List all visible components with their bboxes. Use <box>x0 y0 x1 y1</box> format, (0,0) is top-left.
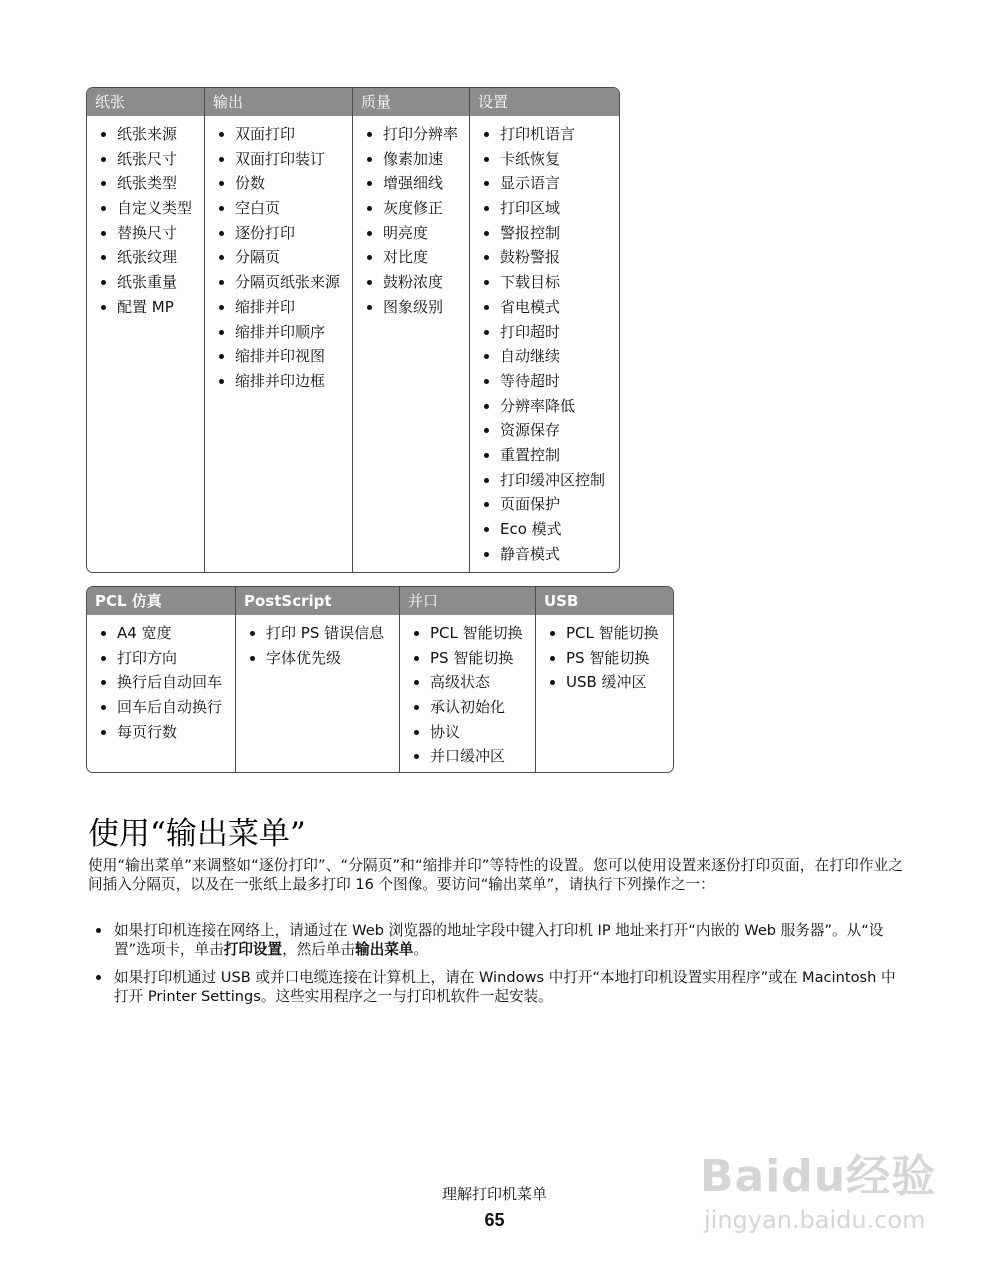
list-item: 打印 PS 错误信息 <box>236 621 399 646</box>
list-item: 打印机语言 <box>470 122 619 147</box>
list-item: 缩排并印视图 <box>205 344 352 369</box>
instruction-network <box>88 921 903 959</box>
list-item: 配置 MP <box>87 295 204 320</box>
list-item: 双面打印装订 <box>205 147 352 172</box>
list-item: 自定义类型 <box>87 196 204 221</box>
column-output <box>205 116 353 572</box>
list-postscript <box>236 621 399 670</box>
list-parallel <box>400 621 535 769</box>
list-item: 资源保存 <box>470 418 619 443</box>
list-item: 协议 <box>400 720 535 745</box>
list-item: 缩排并印 <box>205 295 352 320</box>
list-item: 打印区域 <box>470 196 619 221</box>
list-item: 分隔页 <box>205 245 352 270</box>
list-item: USB 缓冲区 <box>536 670 673 695</box>
list-item: 对比度 <box>353 245 469 270</box>
list-item: 回车后自动换行 <box>87 695 235 720</box>
list-item: PCL 智能切换 <box>536 621 673 646</box>
list-item: 替换尺寸 <box>87 221 204 246</box>
header-postscript: PostScript <box>236 587 400 615</box>
list-item: 份数 <box>205 171 352 196</box>
list-item: 逐份打印 <box>205 221 352 246</box>
instruction-text: ，然后单击 <box>282 941 356 958</box>
menu-table-2 <box>86 586 674 773</box>
watermark-url: jingyan.baidu.com <box>704 1206 926 1234</box>
table-body <box>87 116 619 572</box>
list-item: 打印缓冲区控制 <box>470 468 619 493</box>
list-item: 分隔页纸张来源 <box>205 270 352 295</box>
watermark-logo: Baidu经验 <box>700 1151 937 1202</box>
intro-paragraph: 使用“输出菜单”来调整如“逐份打印”、“分隔页”和“缩排并印”等特性的设置。您可以使用设置来逐份打印页面，在打印作业之间插入分隔页，以及在一张纸上最多打印 16 个图像。要访问“输出菜单”，请执行下列操作之一： <box>88 857 903 893</box>
instruction-text: 。 <box>413 941 429 958</box>
list-item: 明亮度 <box>353 221 469 246</box>
instruction-list <box>88 921 903 1015</box>
header-setup: 设置 <box>478 93 509 111</box>
list-item: 省电模式 <box>470 295 619 320</box>
list-item: 空白页 <box>205 196 352 221</box>
table-body <box>87 615 673 772</box>
column-postscript <box>236 615 400 772</box>
header-paper: 纸张 <box>87 88 205 116</box>
list-item: 打印方向 <box>87 646 235 671</box>
list-setup <box>470 122 619 566</box>
column-paper <box>87 116 205 572</box>
list-item: 鼓粉浓度 <box>353 270 469 295</box>
list-usb <box>536 621 673 695</box>
column-setup <box>470 116 619 572</box>
column-parallel <box>400 615 536 772</box>
list-item: 纸张纹理 <box>87 245 204 270</box>
list-item: 等待超时 <box>470 369 619 394</box>
list-item: 缩排并印边框 <box>205 369 352 394</box>
list-item: 重置控制 <box>470 443 619 468</box>
header-pcl: PCL 仿真 <box>87 587 236 615</box>
table-header-row <box>87 587 673 615</box>
list-item: 分辨率降低 <box>470 394 619 419</box>
list-item: Eco 模式 <box>470 517 619 542</box>
list-item: 高级状态 <box>400 670 535 695</box>
list-item: 灰度修正 <box>353 196 469 221</box>
list-item: 双面打印 <box>205 122 352 147</box>
list-item: 警报控制 <box>470 221 619 246</box>
menu-table-1 <box>86 87 620 573</box>
list-item: 像素加速 <box>353 147 469 172</box>
list-item: PS 智能切换 <box>536 646 673 671</box>
list-item: 换行后自动回车 <box>87 670 235 695</box>
header-usb: USB <box>544 592 579 610</box>
page-number: 65 <box>484 1210 505 1230</box>
table-header-row <box>87 88 619 116</box>
list-item: 纸张重量 <box>87 270 204 295</box>
list-item: 增强细线 <box>353 171 469 196</box>
list-item: 承认初始化 <box>400 695 535 720</box>
print-settings-label: 打印设置 <box>223 941 283 958</box>
header-quality: 质量 <box>353 88 470 116</box>
list-item: 显示语言 <box>470 171 619 196</box>
list-item: 缩排并印顺序 <box>205 320 352 345</box>
list-item: 打印分辨率 <box>353 122 469 147</box>
header-parallel: 并口 <box>400 587 536 615</box>
header-output: 输出 <box>205 88 353 116</box>
list-item: A4 宽度 <box>87 621 235 646</box>
list-item: 页面保护 <box>470 492 619 517</box>
list-item: 鼓粉警报 <box>470 245 619 270</box>
list-item: 纸张类型 <box>87 171 204 196</box>
list-item: 自动继续 <box>470 344 619 369</box>
list-item: 打印超时 <box>470 320 619 345</box>
list-item: PS 智能切换 <box>400 646 535 671</box>
footer-title: 理解打印机菜单 <box>441 1185 547 1203</box>
list-item: 纸张尺寸 <box>87 147 204 172</box>
list-pcl <box>87 621 235 744</box>
column-pcl <box>87 615 236 772</box>
output-menu-label: 输出菜单 <box>355 941 414 958</box>
list-item: 卡纸恢复 <box>470 147 619 172</box>
list-item: 并口缓冲区 <box>400 744 535 769</box>
list-item: 下载目标 <box>470 270 619 295</box>
list-quality <box>353 122 469 320</box>
list-item: 每页行数 <box>87 720 235 745</box>
list-output <box>205 122 352 394</box>
baidu-watermark <box>700 1140 960 1270</box>
instruction-usb: 如果打印机通过 USB 或并口电缆连接在计算机上，请在 Windows 中打开“本地打印机设置实用程序”或在 Macintosh 中打开 Printer Settings。这些实用程序之一与打印机软件一起安装。 <box>88 968 903 1006</box>
list-paper <box>87 122 204 320</box>
instruction-text: 如果打印机连接在网络上，请通过在 Web 浏览器的地址字段中键入打印机 IP 地址来打开“内嵌的 Web 服务器”。从“设置”选项卡，单击 <box>114 922 884 958</box>
list-item: 图象级别 <box>353 295 469 320</box>
list-item: 字体优先级 <box>236 646 399 671</box>
section-title: 使用“输出菜单” <box>88 816 306 852</box>
list-item: 纸张来源 <box>87 122 204 147</box>
column-usb <box>536 615 673 772</box>
list-item: PCL 智能切换 <box>400 621 535 646</box>
list-item: 静音模式 <box>470 542 619 567</box>
column-quality <box>353 116 470 572</box>
